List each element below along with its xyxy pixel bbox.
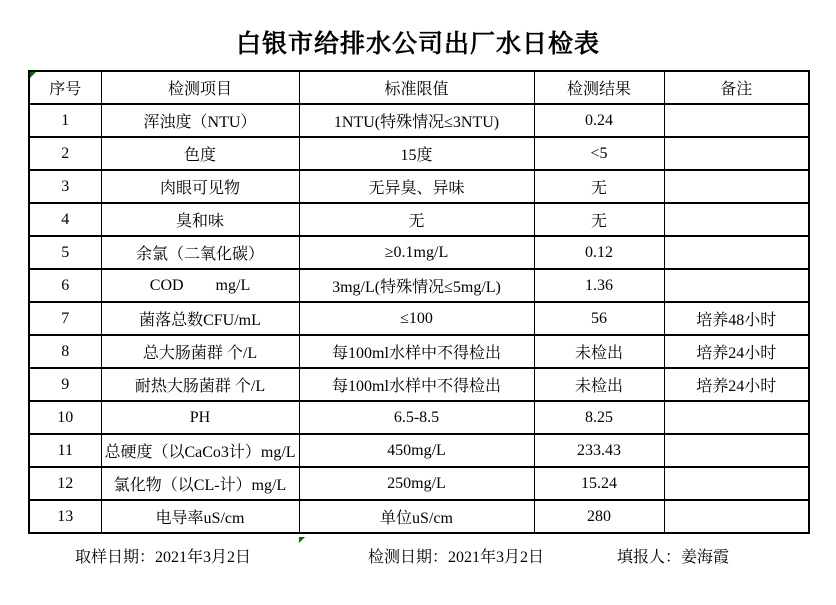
table-cell: 1.36: [534, 269, 664, 302]
table-cell: 15度: [299, 137, 534, 170]
reporter-label: 填报人：: [617, 549, 682, 566]
table-cell: 56: [534, 302, 664, 335]
cell-error-indicator-icon: [299, 537, 305, 543]
table-cell: 250mg/L: [299, 467, 534, 500]
table-cell: 氯化物（以CL-计）mg/L: [101, 467, 299, 500]
table-cell: [664, 401, 809, 434]
table-cell: <5: [534, 137, 664, 170]
table-row: [29, 170, 809, 203]
table-cell: [664, 104, 809, 137]
table-cell: 无: [534, 203, 664, 236]
table-cell: 13: [29, 500, 101, 533]
table-cell: 臭和味: [101, 203, 299, 236]
table-cell: 6: [29, 269, 101, 302]
table-cell: [664, 467, 809, 500]
table-cell: [664, 203, 809, 236]
table-cell: 总硬度（以CaCo3计）mg/L: [101, 434, 299, 467]
table-cell: [664, 434, 809, 467]
table-cell: 单位uS/cm: [299, 500, 534, 533]
table-body: [29, 104, 809, 533]
table-row: [29, 302, 809, 335]
table-cell: 1NTU(特殊情况≤3NTU): [299, 104, 534, 137]
table-cell: 0.12: [534, 236, 664, 269]
cell-error-indicator-icon: [30, 72, 36, 78]
table-cell: 余氯（二氧化碳）: [101, 236, 299, 269]
inspection-table: [28, 70, 810, 534]
table-cell: 未检出: [534, 368, 664, 401]
table-cell: 总大肠菌群 个/L: [101, 335, 299, 368]
table-cell: 450mg/L: [299, 434, 534, 467]
table-cell: 每100ml水样中不得检出: [299, 368, 534, 401]
table-row: [29, 269, 809, 302]
sampling-date-label: 取样日期：: [75, 549, 156, 566]
table-cell: 无: [299, 203, 534, 236]
table-row: [29, 335, 809, 368]
table-cell: [664, 269, 809, 302]
table-cell: [664, 236, 809, 269]
table-cell: 1: [29, 104, 101, 137]
table-cell: 9: [29, 368, 101, 401]
table-cell: 3mg/L(特殊情况≤5mg/L): [299, 269, 534, 302]
testing-date: [368, 544, 544, 567]
table-cell: 10: [29, 401, 101, 434]
table-cell: [664, 170, 809, 203]
table-cell: 未检出: [534, 335, 664, 368]
testing-date-label: 检测日期：: [368, 549, 449, 566]
table-cell: ≤100: [299, 302, 534, 335]
table-row: [29, 137, 809, 170]
table-cell: 6.5-8.5: [299, 401, 534, 434]
table-cell: 15.24: [534, 467, 664, 500]
table-row: [29, 467, 809, 500]
reporter: [617, 544, 729, 567]
page-title: 白银市给排水公司出厂水日检表: [235, 31, 600, 58]
column-header: 序号: [29, 71, 101, 104]
column-header: 标准限值: [299, 71, 534, 104]
table-cell: 每100ml水样中不得检出: [299, 335, 534, 368]
table-row: [29, 500, 809, 533]
table-cell: 电导率uS/cm: [101, 500, 299, 533]
reporter-value: 姜海霞: [681, 549, 730, 566]
table-cell: [664, 137, 809, 170]
table-cell: 耐热大肠菌群 个/L: [101, 368, 299, 401]
table-row: [29, 104, 809, 137]
table-cell: 7: [29, 302, 101, 335]
table-cell: 12: [29, 467, 101, 500]
column-header: 检测项目: [101, 71, 299, 104]
table-cell: 培养48小时: [664, 302, 809, 335]
table-cell: 无: [534, 170, 664, 203]
table-row: [29, 203, 809, 236]
table-cell: 2: [29, 137, 101, 170]
table-cell: COD mg/L: [101, 269, 299, 302]
sampling-date-value: 2021年3月2日: [155, 549, 252, 566]
table-cell: 233.43: [534, 434, 664, 467]
sampling-date: [75, 544, 251, 567]
table-cell: 8.25: [534, 401, 664, 434]
table-cell: ≥0.1mg/L: [299, 236, 534, 269]
table-cell: 280: [534, 500, 664, 533]
table-cell: 浑浊度（NTU）: [101, 104, 299, 137]
table-cell: 无异臭、异味: [299, 170, 534, 203]
table-cell: 培养24小时: [664, 368, 809, 401]
table-cell: 3: [29, 170, 101, 203]
table-cell: [664, 500, 809, 533]
table-row: [29, 434, 809, 467]
table-cell: 11: [29, 434, 101, 467]
column-header: 检测结果: [534, 71, 664, 104]
table-row: [29, 368, 809, 401]
header-row: [29, 71, 809, 104]
testing-date-value: 2021年3月2日: [448, 549, 545, 566]
table-cell: PH: [101, 401, 299, 434]
table-cell: 4: [29, 203, 101, 236]
table-cell: 肉眼可见物: [101, 170, 299, 203]
table-cell: 0.24: [534, 104, 664, 137]
column-header: 备注: [664, 71, 809, 104]
table-cell: 培养24小时: [664, 335, 809, 368]
table-cell: 8: [29, 335, 101, 368]
table-cell: 5: [29, 236, 101, 269]
table-cell: 色度: [101, 137, 299, 170]
table-row: [29, 401, 809, 434]
table-cell: 菌落总数CFU/mL: [101, 302, 299, 335]
table-row: [29, 236, 809, 269]
